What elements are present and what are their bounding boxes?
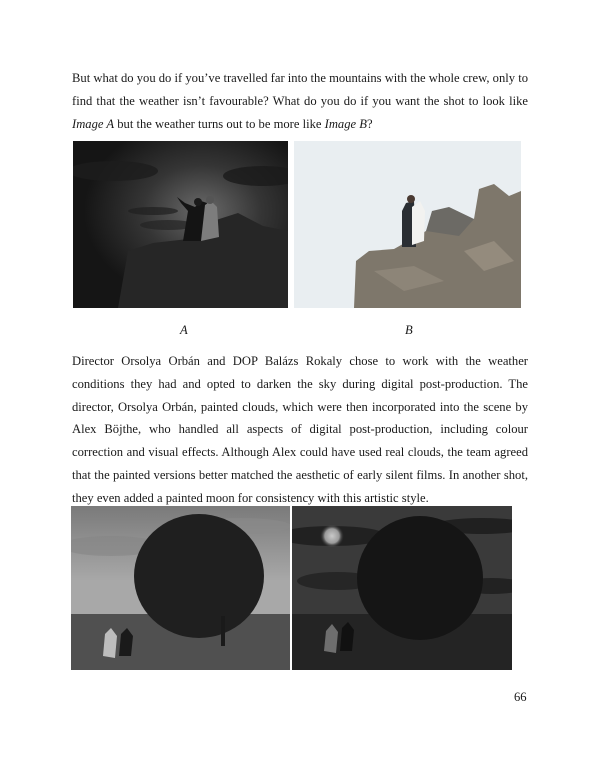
intro-text-part-1: But what do you do if you’ve travelled far into the mountains with the whole crew, only to find that the weather isn’t favourable? What do you do if you want the shot to look like [72, 71, 528, 108]
body-paragraph: Director Orsolya Orbán and DOP Balázs Rokaly chose to work with the weather conditions they had and opted to darken the sky during digital post-production. The director, Orsolya Orbán, painted clouds, which were then incorporated into the scene by Alex Böjthe, who handled all aspects of digital post-production, including colour correction and visual effects. Although Alex could have used real clouds, the team agreed that the painted versions better matched the aesthetic of early silent films. In another shot, they even added a painted moon for consistency with this artistic style. [72, 354, 528, 505]
image-a-reference: Image A [72, 116, 115, 131]
page-number: 66 [514, 690, 527, 704]
image-b-reference: Image B [324, 116, 367, 131]
figure-image-b [294, 141, 521, 308]
figure-tree-original [71, 506, 290, 670]
figure-image-a [73, 141, 288, 308]
figure-tree-painted-moon [292, 506, 512, 670]
caption-a: A [180, 323, 188, 337]
intro-text-part-2: but the weather turns out to be more like [114, 116, 325, 131]
caption-b: B [405, 323, 413, 337]
intro-paragraph [72, 67, 528, 135]
intro-text-part-3: ? [366, 116, 373, 131]
